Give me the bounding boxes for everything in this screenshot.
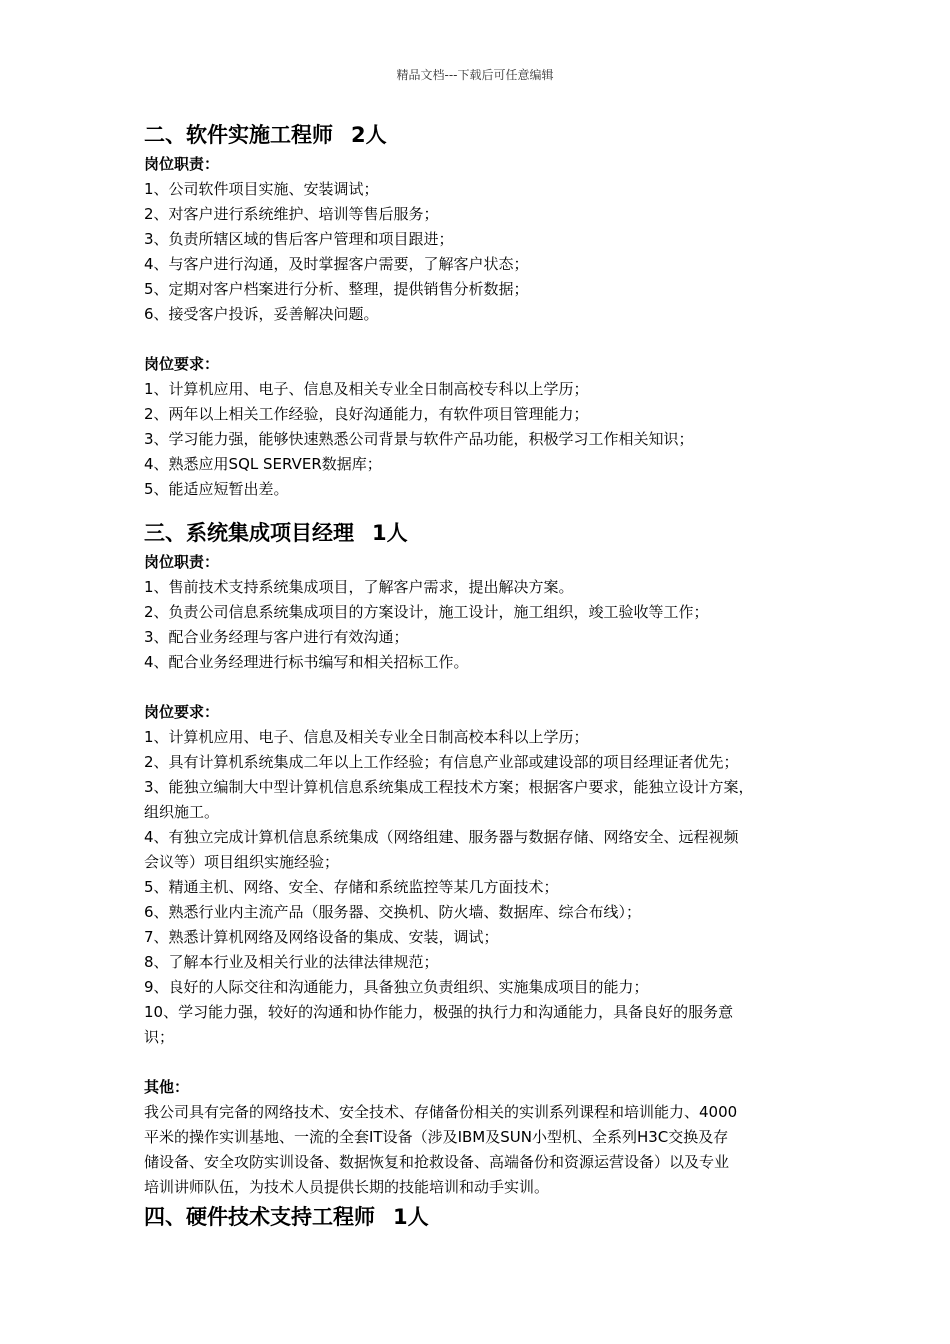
section-title: 二、软件实施工程师	[144, 123, 333, 147]
requirements-list	[144, 725, 824, 1050]
list-item: 2、具有计算机系统集成二年以上工作经验；有信息产业部或建设部的项目经理证者优先；	[144, 753, 739, 771]
list-item: 1、计算机应用、电子、信息及相关专业全日制高校本科以上学历；	[144, 728, 589, 746]
requirements-list	[144, 377, 824, 502]
list-item: 9、良好的人际交往和沟通能力，具备独立负责组织、实施集成项目的能力；	[144, 978, 649, 996]
headcount: 2人	[351, 123, 387, 147]
list-item: 4、有独立完成计算机信息系统集成（网络组建、服务器与数据存储、网络安全、远程视频	[144, 828, 739, 846]
spacer	[144, 502, 824, 516]
duties-list	[144, 575, 824, 675]
list-item: 2、负责公司信息系统集成项目的方案设计，施工设计，施工组织，竣工验收等工作；	[144, 603, 709, 621]
list-item: 4、熟悉应用SQL SERVER数据库；	[144, 455, 382, 473]
spacer	[144, 675, 824, 700]
list-item: 1、售前技术支持系统集成项目，了解客户需求，提出解决方案。	[144, 578, 574, 596]
list-item: 3、配合业务经理与客户进行有效沟通；	[144, 628, 409, 646]
list-item: 3、负责所辖区域的售后客户管理和项目跟进；	[144, 230, 454, 248]
section-title: 三、系统集成项目经理	[144, 521, 354, 545]
headcount: 1人	[372, 521, 408, 545]
duties-label: 岗位职责：	[144, 553, 220, 571]
other-paragraph	[144, 1100, 824, 1200]
list-item: 2、对客户进行系统维护、培训等售后服务；	[144, 205, 439, 223]
other-label: 其他：	[144, 1078, 190, 1096]
list-item: 识；	[144, 1028, 175, 1046]
section-heading-hardware-support	[144, 1200, 824, 1234]
list-item: 3、能独立编制大中型计算机信息系统集成工程技术方案；根据客户要求，能独立设计方案，	[144, 778, 754, 796]
list-item: 4、与客户进行沟通，及时掌握客户需要，了解客户状态；	[144, 255, 529, 273]
list-item: 3、学习能力强，能够快速熟悉公司背景与软件产品功能，积极学习工作相关知识；	[144, 430, 694, 448]
paragraph-line: 我公司具有完备的网络技术、安全技术、存储备份相关的实训系列课程和培训能力、4000	[144, 1103, 738, 1121]
list-item: 10、学习能力强，较好的沟通和协作能力，极强的执行力和沟通能力，具备良好的服务意	[144, 1003, 734, 1021]
duties-list	[144, 177, 824, 327]
paragraph-line: 培训讲师队伍，为技术人员提供长期的技能培训和动手实训。	[144, 1178, 550, 1196]
list-item: 5、能适应短暂出差。	[144, 480, 289, 498]
page-header: 精品文档---下载后可任意编辑	[396, 68, 554, 82]
paragraph-line: 储设备、安全攻防实训设备、数据恢复和抢救设备、高端备份和资源运营设备）以及专业	[144, 1153, 730, 1171]
list-item: 会议等）项目组织实施经验；	[144, 853, 340, 871]
spacer	[144, 327, 824, 352]
section-heading-software-engineer	[144, 118, 824, 152]
section-heading-integration-pm	[144, 516, 824, 550]
list-item: 6、接受客户投诉，妥善解决问题。	[144, 305, 379, 323]
spacer	[144, 1050, 824, 1075]
requirements-label: 岗位要求：	[144, 355, 220, 373]
duties-label: 岗位职责：	[144, 155, 220, 173]
list-item: 5、定期对客户档案进行分析、整理，提供销售分析数据；	[144, 280, 529, 298]
headcount: 1人	[393, 1205, 429, 1229]
list-item: 组织施工。	[144, 803, 220, 821]
list-item: 1、公司软件项目实施、安装调试；	[144, 180, 379, 198]
list-item: 4、配合业务经理进行标书编写和相关招标工作。	[144, 653, 469, 671]
list-item: 1、计算机应用、电子、信息及相关专业全日制高校专科以上学历；	[144, 380, 589, 398]
list-item: 8、了解本行业及相关行业的法律法律规范；	[144, 953, 439, 971]
list-item: 6、熟悉行业内主流产品（服务器、交换机、防火墙、数据库、综合布线）；	[144, 903, 642, 921]
document-body	[144, 118, 824, 1234]
list-item: 2、两年以上相关工作经验，良好沟通能力，有软件项目管理能力；	[144, 405, 589, 423]
list-item: 7、熟悉计算机网络及网络设备的集成、安装，调试；	[144, 928, 499, 946]
section-title: 四、硬件技术支持工程师	[144, 1205, 375, 1229]
requirements-label: 岗位要求：	[144, 703, 220, 721]
paragraph-line: 平米的操作实训基地、一流的全套IT设备（涉及IBM及SUN小型机、全系列H3C交换及存	[144, 1128, 729, 1146]
list-item: 5、精通主机、网络、安全、存储和系统监控等某几方面技术；	[144, 878, 559, 896]
